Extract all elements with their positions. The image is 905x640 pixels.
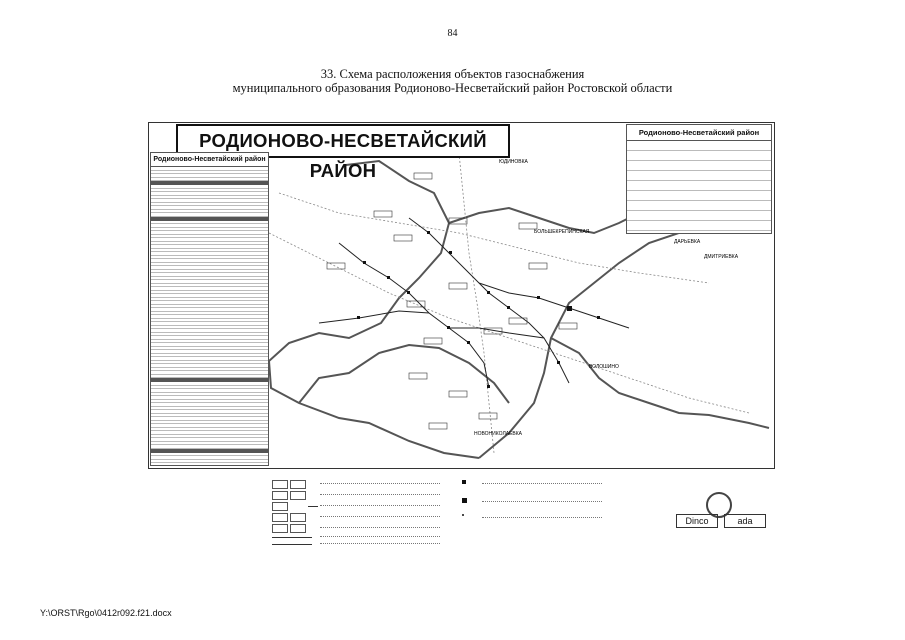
right-table-row [627,201,771,211]
right-table-row [627,171,771,181]
legend-row [272,513,442,521]
right-table-title: Родионово-Несветайский район [627,125,771,141]
legend-row [462,498,632,506]
document-title [0,67,905,95]
pipeline-labels [327,173,577,429]
right-table-row [627,141,771,151]
title-line-2: муниципального образования Родионово-Несветайский район Ростовской области [232,81,673,95]
logo-right-text: ada [724,514,766,528]
pipeline-label-box [394,235,412,241]
legend-row [272,480,442,488]
right-table-row [627,161,771,171]
settlement-markers [357,231,600,388]
place-label: БОЛЬШЕКРЕПИНСКАЯ [534,229,590,235]
settlement-marker [357,316,360,319]
right-table-row [627,221,771,231]
settlement-marker [387,276,390,279]
right-table-row [627,151,771,161]
pipeline-label-box [327,263,345,269]
right-table-row [627,181,771,191]
map-legend [272,478,732,548]
company-logo [676,492,766,528]
legend-row [272,540,442,548]
right-data-table [626,124,772,234]
settlement-marker [427,231,430,234]
legend-row [272,491,442,499]
pipeline-label-box [374,211,392,217]
place-label: ЮДИНОВКА [499,159,528,165]
settlement-marker [447,326,450,329]
settlement-marker [363,261,366,264]
legend-row [272,524,442,532]
settlement-marker [467,341,470,344]
gas-pipeline [339,243,489,388]
legend-row [272,502,442,510]
gas-pipeline [409,218,544,338]
place-label: ДМИТРИЕВКА [704,254,739,260]
pipeline-label-box [479,413,497,419]
pipeline-label-box [424,338,442,344]
pipeline-label-box [449,391,467,397]
gas-pipeline [319,311,429,323]
legend-row [462,514,632,522]
settlement-marker [597,316,600,319]
settlement-marker [449,251,452,254]
district-boundary [269,161,479,458]
map-title: РОДИОНОВО-НЕСВЕТАЙСКИЙ РАЙОН [176,124,510,158]
title-line-1: 33. Схема расположения объектов газоснабжения [320,67,585,81]
file-path-footer: Y:\ORST\Rgo\0412r092.f21.docx [40,608,172,618]
road-line [459,153,494,453]
pipeline-label-box [429,423,447,429]
pipeline-label-box [529,263,547,269]
place-label: ВОЛОШИНО [589,364,619,370]
settlement-marker [487,291,490,294]
district-boundary [479,205,764,458]
left-table-title: Родионово-Несветайский район [151,153,268,167]
right-table-row [627,211,771,221]
settlement-marker [507,306,510,309]
pipeline-label-box [409,373,427,379]
settlement-marker [567,306,572,311]
district-boundary [551,338,769,428]
legend-row [462,480,632,488]
pipeline-label-box [414,173,432,179]
gas-pipeline [479,283,629,328]
place-label: ДАРЬЕВКА [674,239,701,245]
logo-left-text: Dinco [676,514,718,528]
pipeline-label-box [559,323,577,329]
right-table-body [627,141,771,231]
page-number: 84 [447,28,458,39]
place-label: НОВОНИКОЛАЕВКА [474,431,522,437]
settlement-marker [557,361,560,364]
left-data-table [150,152,269,466]
settlement-marker [537,296,540,299]
settlement-marker [407,291,410,294]
left-table-body [151,167,268,466]
pipeline-label-box [449,283,467,289]
settlement-marker [487,385,490,388]
right-table-row [627,191,771,201]
